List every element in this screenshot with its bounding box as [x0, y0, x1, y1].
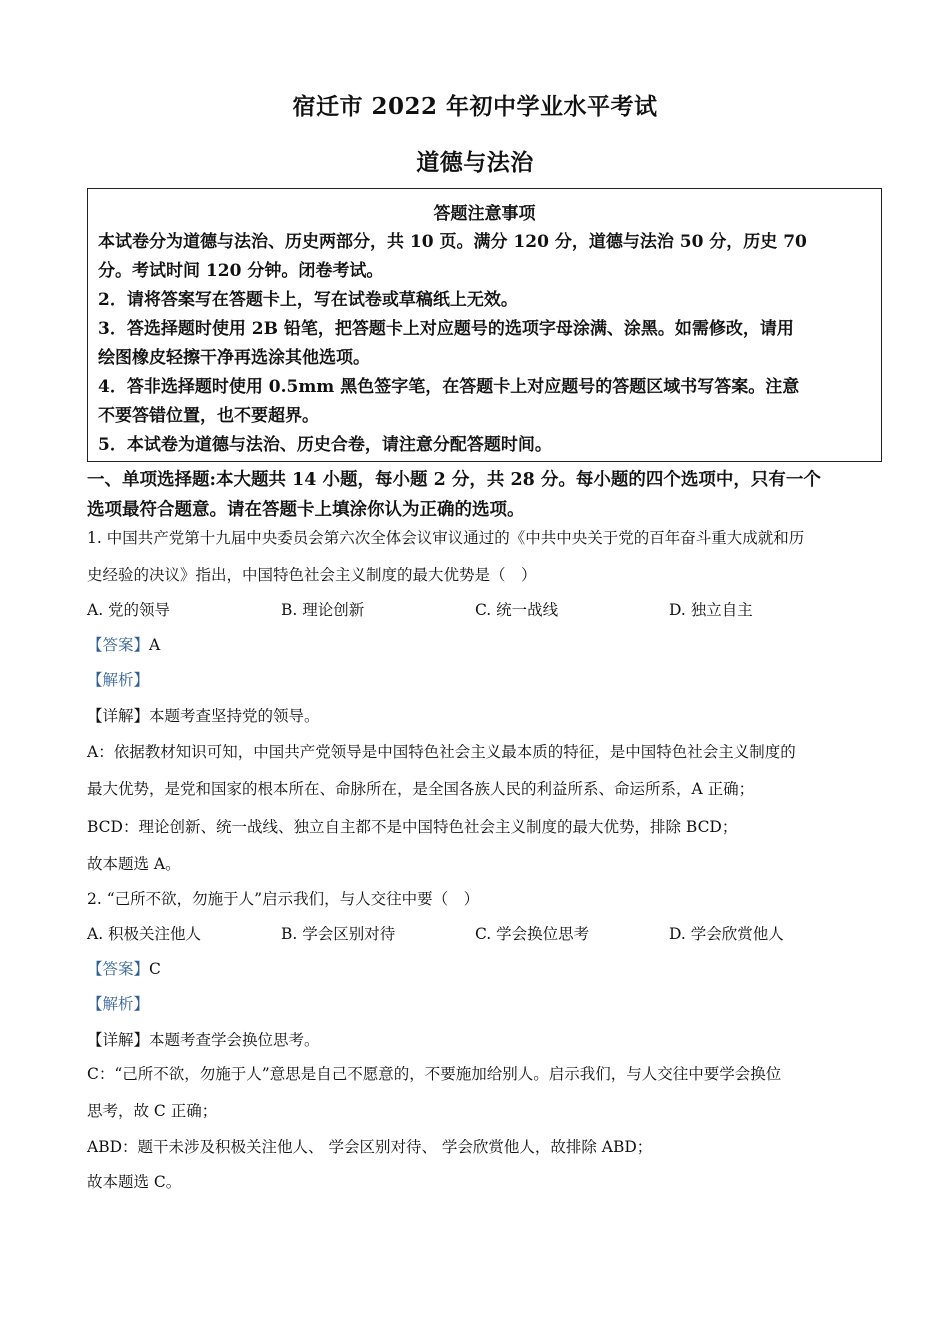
question-1-option-a: A. 党的领导 [87, 601, 171, 619]
analysis-tag: 【解析】 [87, 671, 150, 689]
question-1-stem: 1. 中国共产党第十九届中央委员会第六次全体会议审议通过的《中共中央关于党的百年奋斗重大成就和历 [87, 529, 805, 547]
notice-line: 本试卷分为道德与法治、历史两部分，共 10 页。满分 120 分，道德与法治 50 分，历史 70 [98, 232, 807, 252]
section-heading: 选项最符合题意。请在答题卡上填涂你认为正确的选项。 [87, 500, 525, 520]
exam-title: 宿迁市 2022 年初中学业水平考试 [292, 93, 658, 120]
answer-tag: 【答案】 [87, 636, 150, 654]
question-1-option-d: D. 独立自主 [669, 601, 753, 619]
question-2-stem: 2. “己所不欲，勿施于人”启示我们，与人交往中要（ ） [87, 890, 480, 908]
question-2-detail: 【详解】本题考查学会换位思考。 [87, 1031, 320, 1049]
section-heading: 一、单项选择题:本大题共 14 小题，每小题 2 分，共 28 分。每小题的四个选项中，只有一个 [87, 470, 821, 490]
question-2-detail: 思考，故 C 正确； [87, 1102, 218, 1120]
question-1-detail: 故本题选 A。 [87, 855, 181, 873]
question-2-detail: ABD：题干未涉及积极关注他人、 学会区别对待、 学会欣赏他人，故排除 ABD； [87, 1138, 653, 1156]
question-1-option-c: C. 统一战线 [475, 601, 559, 619]
question-1-detail: 【详解】本题考查坚持党的领导。 [87, 707, 320, 725]
question-2-option-c: C. 学会换位思考 [475, 925, 590, 943]
question-1-detail: A：依据教材知识可知，中国共产党领导是中国特色社会主义最本质的特征，是中国特色社会主义制度的 [87, 743, 796, 761]
question-2-option-d: D. 学会欣赏他人 [669, 925, 784, 943]
notice-line: 3．答选择题时使用 2B 铅笔，把答题卡上对应题号的选项字母涂满、涂黑。如需修改，请用 [98, 319, 794, 339]
question-2-answer [87, 957, 161, 979]
question-1-detail: 最大优势，是党和国家的根本所在、命脉所在，是全国各族人民的利益所系、命运所系，A 正确； [87, 780, 755, 798]
notice-heading: 答题注意事项 [433, 204, 536, 224]
question-2-detail: 故本题选 C。 [87, 1173, 182, 1191]
subject-title: 道德与法治 [416, 149, 534, 176]
notice-line: 绘图橡皮轻擦干净再选涂其他选项。 [98, 348, 370, 368]
question-2-option-b: B. 学会区别对待 [281, 925, 396, 943]
question-2-option-a: A. 积极关注他人 [87, 925, 202, 943]
answer-value: C [149, 960, 161, 978]
notice-line: 不要答错位置，也不要超界。 [98, 406, 319, 426]
notice-line: 5．本试卷为道德与法治、历史合卷，请注意分配答题时间。 [98, 435, 552, 455]
question-1-answer [87, 633, 160, 655]
question-1-detail: BCD：理论创新、统一战线、独立自主都不是中国特色社会主义制度的最大优势，排除 BCD； [87, 818, 738, 836]
analysis-tag: 【解析】 [87, 995, 150, 1013]
question-1-option-b: B. 理论创新 [281, 601, 365, 619]
question-2-detail: C：“己所不欲，勿施于人”意思是自己不愿意的，不要施加给别人。启示我们，与人交往中要学会换位 [87, 1065, 782, 1083]
notice-line: 2．请将答案写在答题卡上，写在试卷或草稿纸上无效。 [98, 290, 518, 310]
answer-tag: 【答案】 [87, 960, 150, 978]
notice-line: 分。考试时间 120 分钟。闭卷考试。 [98, 261, 384, 281]
notice-line: 4．答非选择题时使用 0.5mm 黑色签字笔，在答题卡上对应题号的答题区域书写答案。注意 [98, 377, 800, 397]
notice-box [87, 188, 882, 462]
answer-value: A [149, 636, 161, 654]
question-1-stem: 史经验的决议》指出，中国特色社会主义制度的最大优势是（ ） [87, 566, 537, 584]
